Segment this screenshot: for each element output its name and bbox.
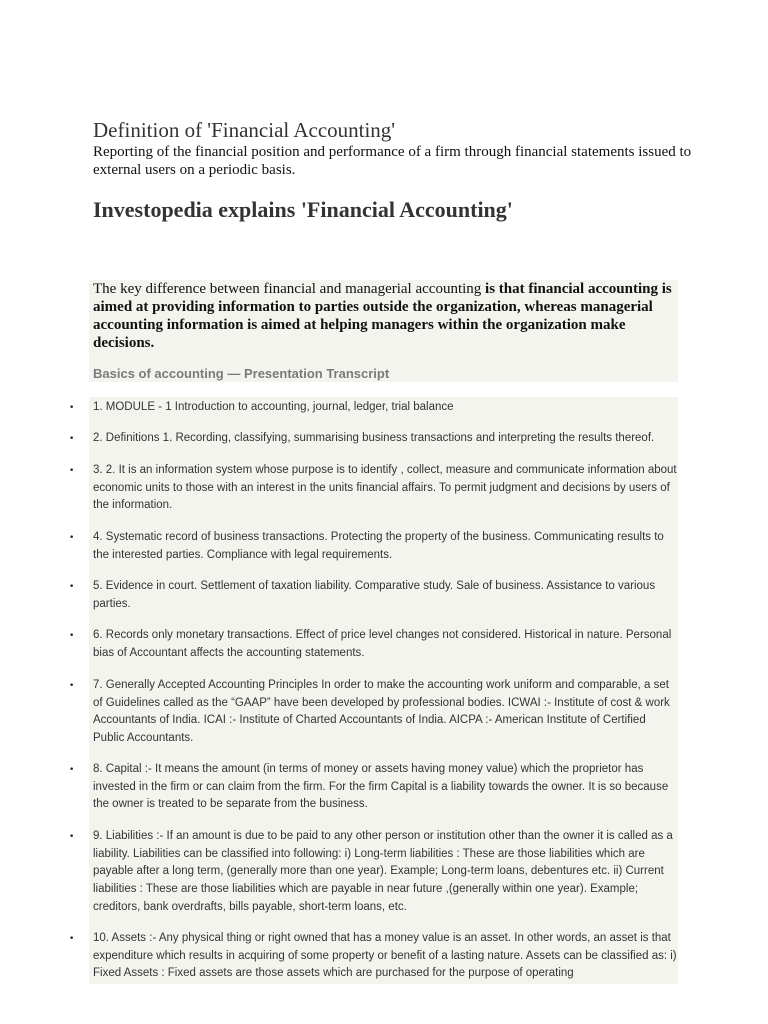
key-difference-bold: is that financial accounting is aimed at providing information to parties outside the organization, whereas managerial accounting information is aimed at helping managers within the organization make decisions. — [93, 281, 672, 351]
bullet-icon: • — [69, 434, 75, 444]
key-difference-plain: The key difference between financial and managerial accounting — [93, 281, 486, 297]
bullet-icon: • — [69, 765, 75, 775]
definition-text: Reporting of the financial position and performance of a firm through financial statements issued to external users on a periodic basis. — [93, 144, 692, 178]
bullet-icon: • — [69, 533, 75, 543]
list-item-text: 9. Liabilities :- If an amount is due to be paid to any other person or institution other than the owner it is called as a liability. Liabilities can be classified into following: i) Long-term liabilities : These are those liabilities which are payable after a long term, (generally more than one year). Example; Long-term loans, debentures etc. ii) Current liabilities : These are those liabilities which are payable in near future ,(generally within one year). Example; creditors, bank overdrafts, bills payable, short-term loans, etc. — [93, 830, 673, 913]
explains-heading: Investopedia explains 'Financial Accounting' — [93, 197, 513, 222]
bullet-icon: • — [69, 582, 75, 592]
bullet-icon: • — [69, 466, 75, 476]
list-item-text: 1. MODULE - 1 Introduction to accounting, journal, ledger, trial balance — [93, 401, 454, 413]
bullet-icon: • — [69, 934, 75, 944]
key-difference-text — [93, 280, 675, 352]
list-item-text: 6. Records only monetary transactions. Effect of price level changes not considered. Historical in nature. Personal bias of Accountant affects the accounting statements. — [93, 629, 672, 659]
key-difference-box — [89, 280, 678, 382]
transcript-heading: Basics of accounting — Presentation Transcript — [93, 366, 390, 381]
page-title: Definition of 'Financial Accounting' — [93, 118, 396, 142]
list-item-text: 5. Evidence in court. Settlement of taxation liability. Comparative study. Sale of business. Assistance to various parties. — [93, 580, 656, 610]
list-item-text: 2. Definitions 1. Recording, classifying, summarising business transactions and interpreting the results thereof. — [93, 432, 655, 444]
list-item-text: 3. 2. It is an information system whose purpose is to identify , collect, measure and communicate information about economic units to those with an interest in the units financial affairs. To permit judgment and decisions by users of the information. — [93, 464, 677, 512]
list-item-text: 4. Systematic record of business transactions. Protecting the property of the business. Communicating results to the interested parties. Compliance with legal requirements. — [93, 531, 664, 561]
list-item-text: 10. Assets :- Any physical thing or right owned that has a money value is an asset. In other words, an asset is that expenditure which results in acquiring of some property or benefit of a lasting nature. Assets can be classified as: i) Fixed Assets : Fixed assets are those assets which are purchased for the purpose of operating — [93, 932, 677, 980]
list-item-text: 7. Generally Accepted Accounting Principles In order to make the accounting work uniform and comparable, a set of Guidelines called as the “GAAP” have been developed by professional bodies. ICWAI :- Institute of cost & work Accountants of India. ICAI :- Institute of Charted Accountants of India. AICPA :- American Institute of Certified Public Accountants. — [93, 679, 670, 745]
bullet-icon: • — [69, 681, 75, 691]
bullet-icon: • — [69, 631, 75, 641]
bullet-icon: • — [69, 403, 75, 413]
bullet-icon: • — [69, 832, 75, 842]
list-item-text: 8. Capital :- It means the amount (in terms of money or assets having money value) which the proprietor has invested in the firm or can claim from the firm. For the firm Capital is a liability towards the owner. It is so because the owner is treated to be separate from the business. — [93, 763, 669, 811]
